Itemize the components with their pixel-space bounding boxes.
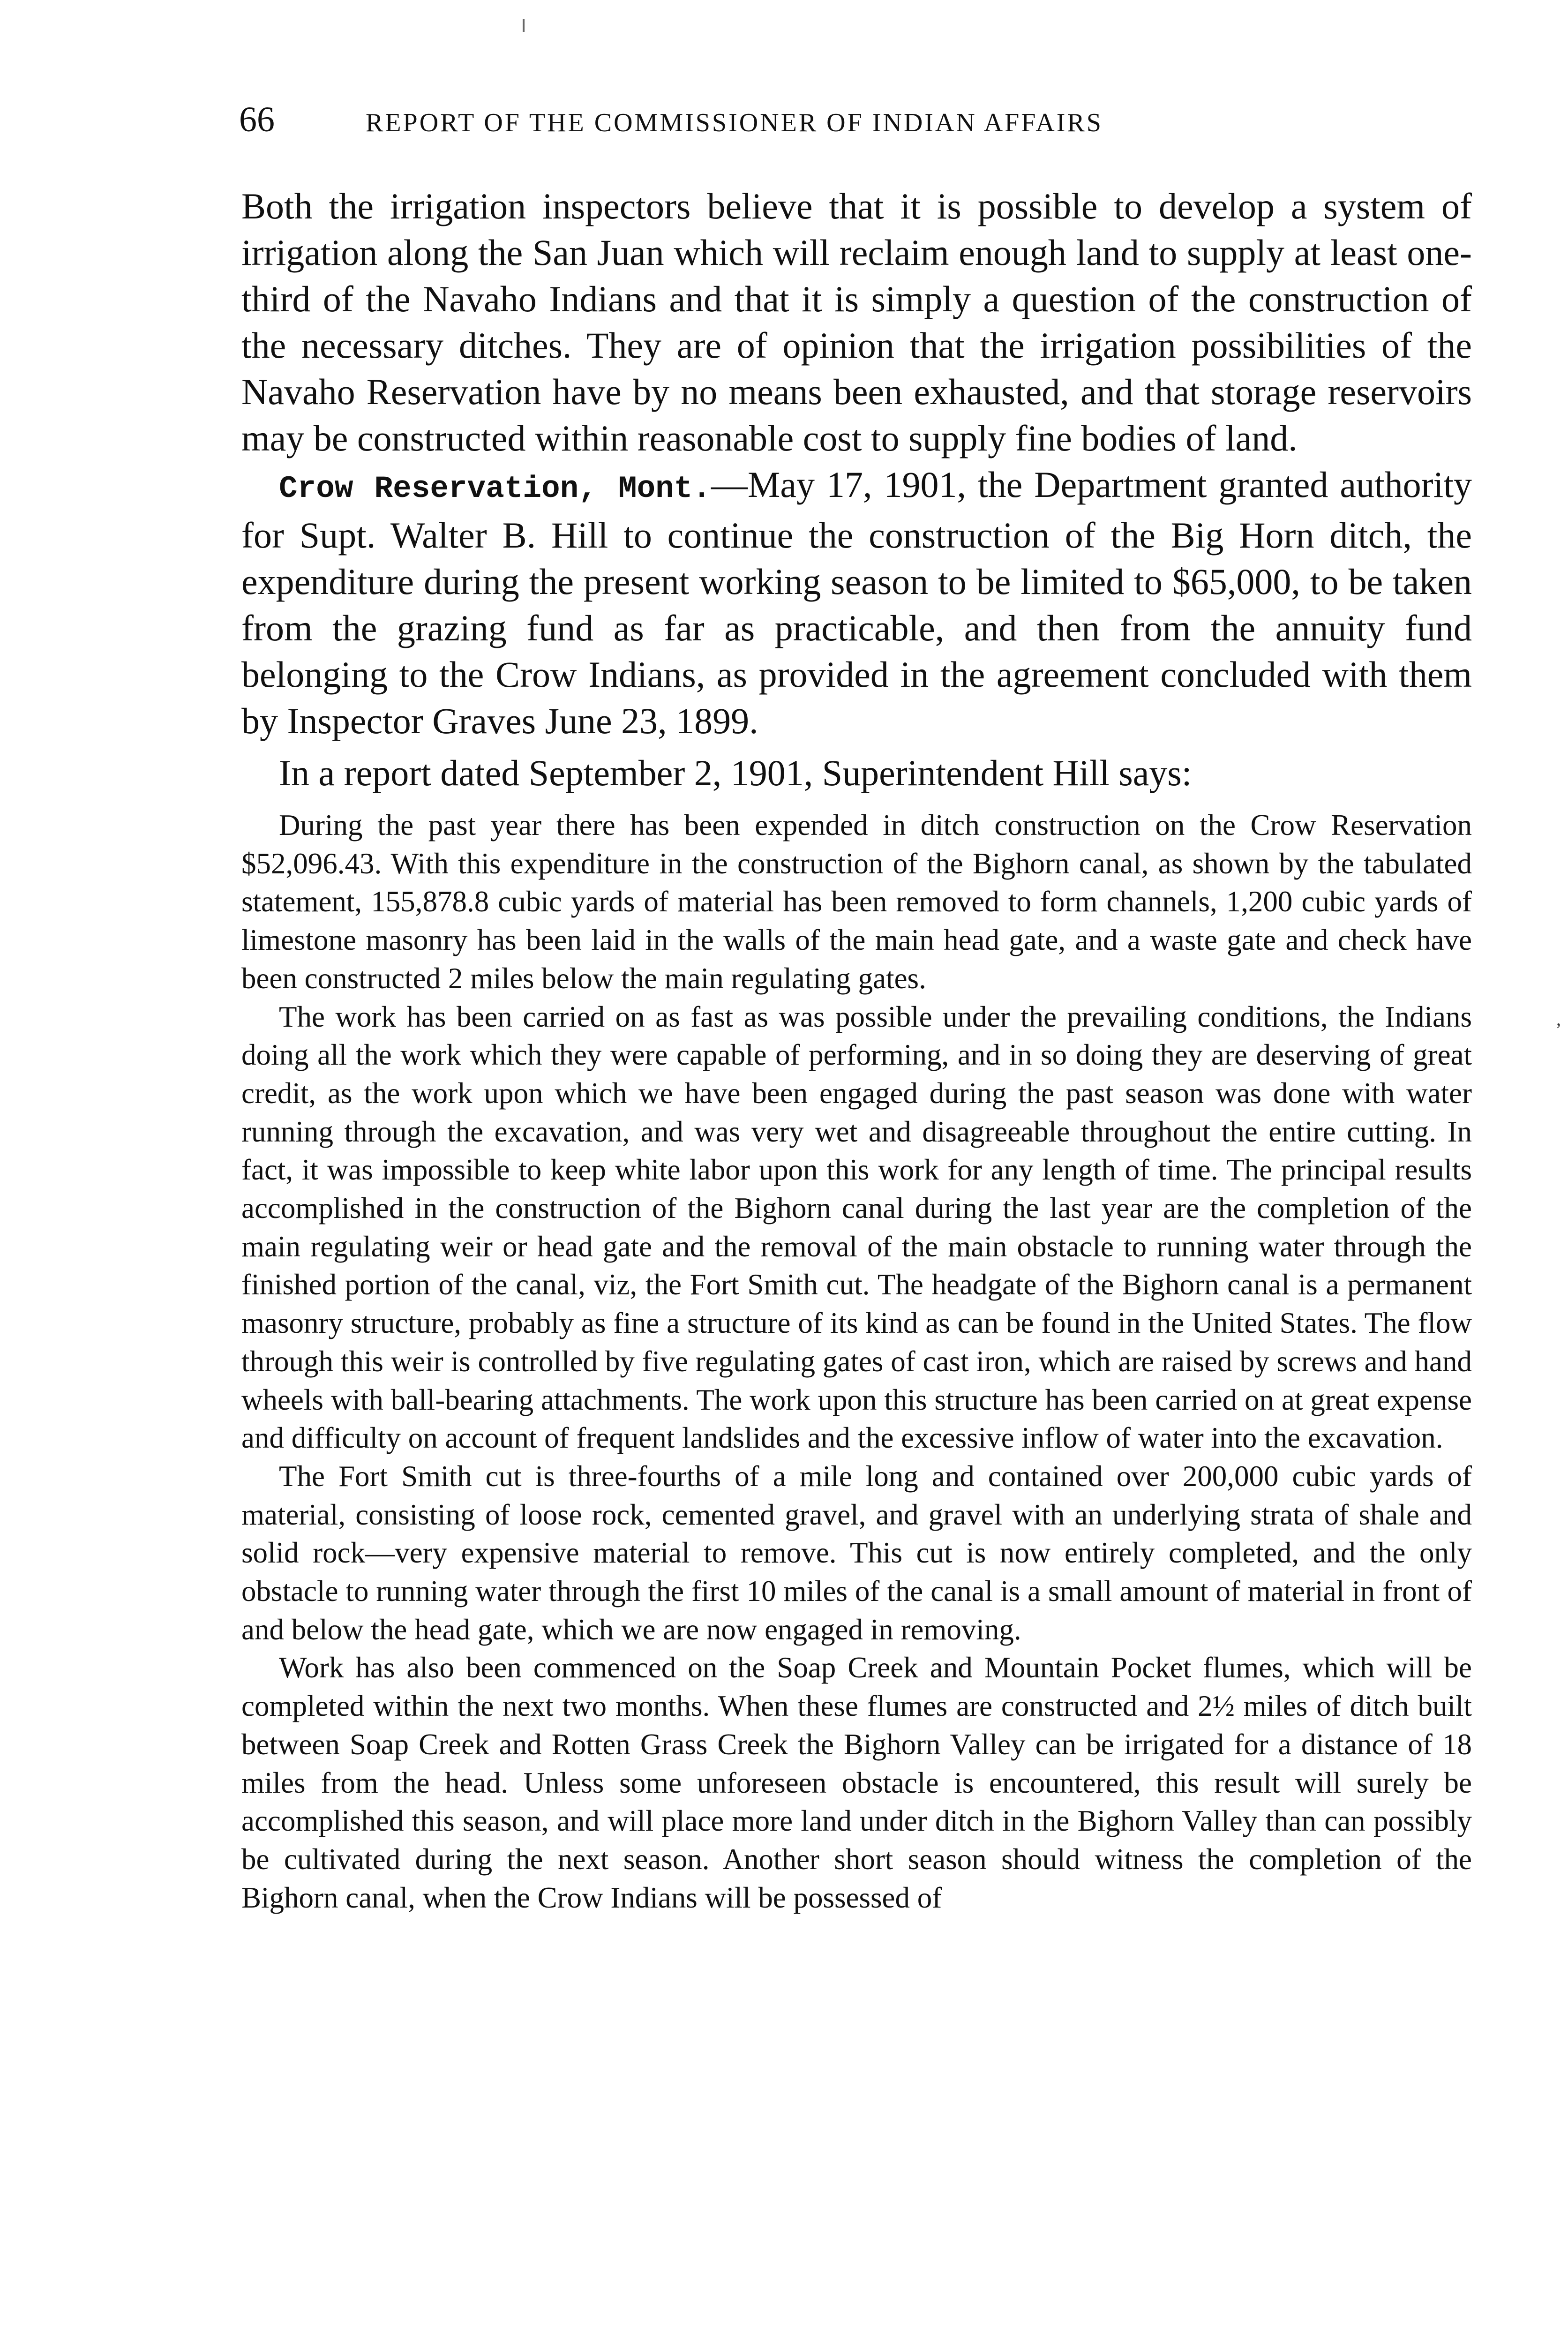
paragraph-crow-reservation — [241, 461, 1472, 744]
scan-mark — [523, 19, 525, 32]
quote-paragraph-fort-smith-cut: The Fort Smith cut is three-fourths of a mile long and contained over 200,000 cubic yards of material, consisting of loose rock, cemented gravel, and gravel with an underlying strata of shale and solid rock—very expensive material to remove. This cut is now entirely completed, and the only obstacle to running water through the first 10 miles of the canal is a small amount of material in front of and below the head gate, which we are now engaged in removing. — [241, 1459, 1472, 1646]
paragraph-navaho-irrigation: Both the irrigation inspectors believe that it is possible to develop a system of irrigation along the San Juan which will reclaim enough land to supply at least one-third of the Navaho Indians and that it is simply a question of the construction of the necessary ditches. They are of opinion that the irrigation possibilities of the Navaho Reservation have by no means been exhausted, and that storage reservoirs may be constructed within reasonable cost to supply fine bodies of land. — [241, 186, 1472, 458]
page-header — [239, 96, 1481, 148]
paragraph-report-intro: In a report dated September 2, 1901, Superintendent Hill says: — [279, 752, 1192, 793]
section-lead-crow-reservation: Crow Reservation, Mont. — [279, 471, 711, 506]
running-title: REPORT OF THE COMMISSIONER OF INDIAN AFFAIRS — [366, 108, 1103, 137]
quote-paragraph-flumes: Work has also been commenced on the Soap Creek and Mountain Pocket flumes, which will be completed within the next two months. When these flumes are constructed and 2½ miles of ditch built between Soap Creek and Rotten Grass Creek the Bighorn Valley can be irrigated for a distance of 18 miles from the head. Unless some unforeseen obstacle is encountered, this result will surely be accomplished this season, and will place more land under ditch in the Bighorn Valley than can possibly be cultivated during the next season. Another short season should witness the completion of the Bighorn canal, when the Crow Indians will be possessed of — [241, 1651, 1472, 1914]
quote-paragraph-work-progress: The work has been carried on as fast as was possible under the prevailing conditions, the Indians doing all the work which they were capable of performing, and in so doing they are deserving of great credit, as the work upon which we have been engaged during the past season was done with water running through the excavation, and was very wet and disagreeable throughout the entire cutting. In fact, it was impossible to keep white labor upon this work for any length of time. The principal results accomplished in the construction of the Bighorn canal during the last year are the completion of the main regulating weir or head gate and the removal of the main obstacle to running water through the finished portion of the canal, viz, the Fort Smith cut. The headgate of the Bighorn canal is a permanent masonry structure, probably as fine a structure of its kind as can be found in the United States. The flow through this weir is controlled by five regulating gates of cast iron, which are raised by screws and hand wheels with ball-bearing attachments. The work upon this structure has been carried on at great expense and difficulty on account of frequent landslides and the excessive inflow of water into the excavation. — [241, 1000, 1472, 1455]
margin-tick-mark: , — [1556, 1008, 1561, 1029]
paragraph-crow-reservation-text: —May 17, 1901, the Department granted authority for Supt. Walter B. Hill to continue the construction of the Big Horn ditch, the expenditure during the present working season to be limited to $65,000, to be taken from the grazing fund as far as practicable, and then from the annuity fund belonging to the Crow Indians, as provided in the agreement concluded with them by Inspector Graves June 23, 1899. — [241, 464, 1472, 741]
quote-paragraph-expenditure: During the past year there has been expended in ditch construction on the Crow Reservation $52,096.43. With this expenditure in the construction of the Bighorn canal, as shown by the tabulated statement, 155,878.8 cubic yards of material has been removed to form channels, 1,200 cubic yards of limestone masonry has been laid in the walls of the main head gate, and a waste gate and check have been constructed 2 miles below the main regulating gates. — [241, 809, 1472, 995]
page-number: 66 — [239, 100, 275, 139]
page-body — [241, 183, 1472, 1917]
